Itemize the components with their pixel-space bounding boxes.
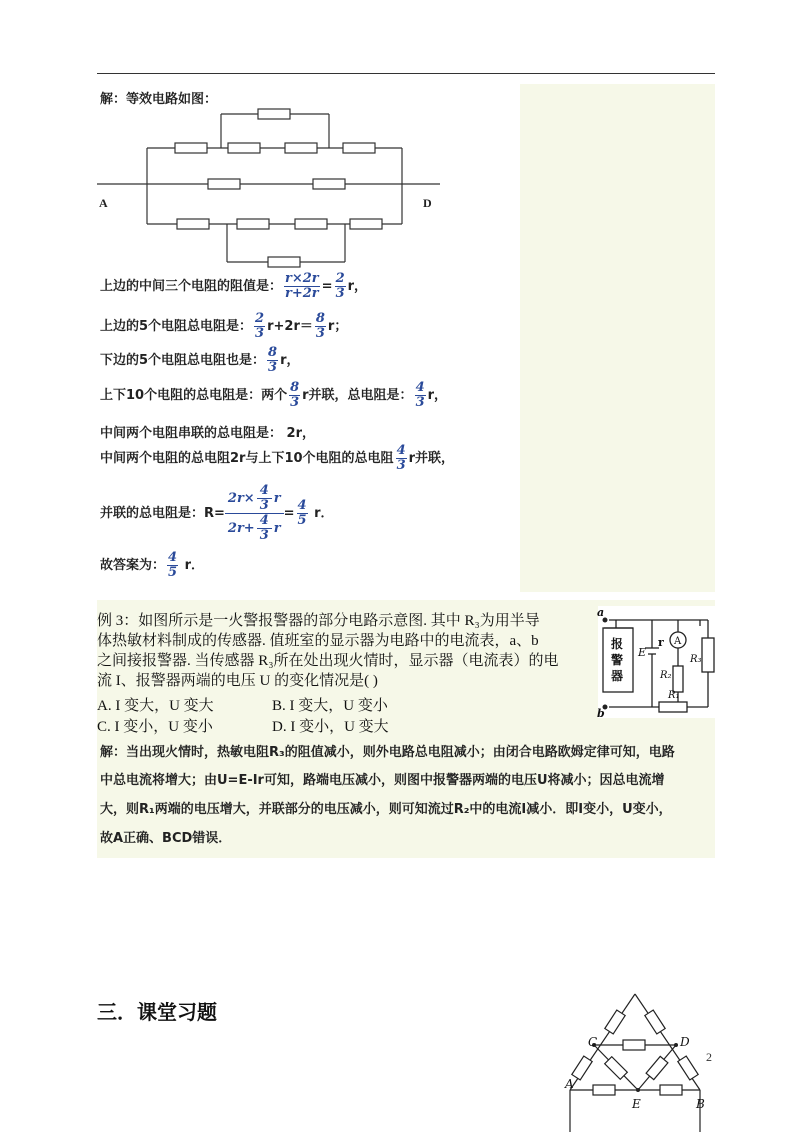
resistor <box>258 109 290 119</box>
option-d: D. I 变小，U 变大 <box>272 719 389 735</box>
fraction <box>315 312 326 341</box>
text: r <box>273 521 281 536</box>
fraction <box>415 381 426 410</box>
numerator <box>225 484 284 514</box>
text: r， <box>347 279 368 294</box>
text: 上边的中间三个电阻的阻值是： <box>100 279 283 294</box>
fraction <box>257 514 272 543</box>
text: r并联， <box>408 451 455 466</box>
resistor <box>605 1010 625 1034</box>
text: r； <box>327 319 348 334</box>
resistor <box>228 143 260 153</box>
label-R3: R₃ <box>690 654 702 665</box>
example3-line: 流 I、报警器两端的电压 U 的变化情况是( ) <box>97 673 378 689</box>
example3-line: 例 3：如图所示是一火警报警器的部分电路示意图. 其中 R₃为用半导 <box>97 613 540 629</box>
denominator: 3 <box>255 326 265 341</box>
alarm-label-3: 器 <box>611 669 624 683</box>
section-title: 三．课堂习题 <box>97 1000 217 1024</box>
denominator: 3 <box>259 498 269 513</box>
top-rule <box>97 73 715 74</box>
label-r: r <box>658 636 664 649</box>
denominator: 5 <box>168 565 178 580</box>
alarm-circuit-diagram <box>598 606 716 718</box>
label-D: D <box>680 1035 690 1049</box>
text: r并联，总电阻是： <box>302 388 413 403</box>
text: 中间两个电阻的总电阻2r与上下10个电阻的总电阻 <box>100 451 394 466</box>
text: 上下10个电阻的总电阻是：两个 <box>100 388 288 403</box>
numerator: 4 <box>415 380 425 395</box>
resistor <box>237 219 269 229</box>
denominator <box>225 514 284 543</box>
denominator: 3 <box>415 395 425 410</box>
solution-intro: 解：等效电路如图： <box>100 92 218 107</box>
solution3-line: 解：当出现火情时，热敏电阻R₃的阻值减小，则外电路总电阻减小；由闭合电路欧姆定律可知，电路 <box>100 745 675 760</box>
label-a: a <box>597 606 605 619</box>
text: = <box>321 279 333 294</box>
text: = <box>283 506 295 521</box>
solution-line-6 <box>100 444 454 473</box>
fraction <box>289 381 300 410</box>
fraction <box>335 272 346 301</box>
text: 下边的5个电阻总电阻也是： <box>100 353 266 368</box>
text: r， <box>280 353 300 368</box>
option-a: A. I 变大，U 变大 <box>97 698 214 714</box>
resistor <box>572 1056 592 1080</box>
resistor <box>645 1010 665 1034</box>
text: r． <box>309 506 334 521</box>
compound-fraction <box>225 484 284 543</box>
text: r <box>273 491 281 506</box>
numerator: 4 <box>396 443 406 458</box>
fraction <box>167 551 178 580</box>
solution3-line: 故A正确、BCD错误． <box>100 831 232 846</box>
numerator: 8 <box>290 380 300 395</box>
label-A: A <box>565 1077 574 1091</box>
numerator: r×2r <box>285 271 319 286</box>
numerator: 8 <box>315 311 325 326</box>
alarm-label-1: 报 <box>611 637 624 651</box>
denominator: 5 <box>297 513 307 528</box>
label-b: b <box>597 707 605 720</box>
numerator: 4 <box>257 514 272 529</box>
resistor <box>593 1085 615 1095</box>
numerator: 2 <box>335 271 345 286</box>
alarm-label-2: 警 <box>611 653 624 667</box>
denominator: 3 <box>290 395 300 410</box>
solution-line-7 <box>100 484 334 543</box>
denominator: 3 <box>396 458 406 473</box>
resistor <box>660 1085 682 1095</box>
numerator: 4 <box>168 550 178 565</box>
label-E: E <box>638 646 647 659</box>
resistor <box>343 143 375 153</box>
solution-line-3 <box>100 346 300 375</box>
page-number: 2 <box>706 1050 712 1064</box>
label-C: C <box>588 1035 598 1049</box>
circuit-label-D: D <box>423 196 432 210</box>
label-E: E <box>632 1097 641 1111</box>
fraction <box>284 272 320 301</box>
denominator: 3 <box>315 326 325 341</box>
solution3-line: 大，则R₁两端的电压增大，并联部分的电压减小，则可知流过R₂中的电流I减小．即I变小，U变小， <box>100 802 672 817</box>
text: r． <box>180 558 204 573</box>
text: 并联的总电阻是：R= <box>100 506 225 521</box>
text: 上边的5个电阻总电阻是： <box>100 319 253 334</box>
numerator: 4 <box>257 484 272 499</box>
denominator: 3 <box>259 528 269 543</box>
label-B: B <box>696 1097 705 1111</box>
numerator: 8 <box>268 345 278 360</box>
numerator: 4 <box>297 498 307 513</box>
resistor <box>295 219 327 229</box>
option-b: B. I 变大，U 变小 <box>272 698 388 714</box>
text: 2r× <box>227 491 255 506</box>
resistor <box>208 179 240 189</box>
fraction <box>297 499 308 528</box>
resistor <box>177 219 209 229</box>
resistor <box>646 1056 668 1079</box>
resistor <box>678 1056 698 1080</box>
denominator: 3 <box>335 286 345 301</box>
example3-line: 之间接报警器. 当传感器 R₃所在处出现火情时，显示器（电流表）的电 <box>97 653 559 669</box>
resistor <box>605 1057 628 1080</box>
resistor <box>313 179 345 189</box>
solution3-line: 中总电流将增大；由U=E-Ir可知，路端电压减小，则图中报警器两端的电压U将减小；因总电流增 <box>100 773 665 788</box>
example3-line: 体热敏材料制成的传感器. 值班室的显示器为电路中的电流表，a、b <box>97 633 539 649</box>
denominator: 3 <box>268 360 278 375</box>
equivalent-circuit-diagram <box>97 100 442 275</box>
solution-line-5: 中间两个电阻串联的总电阻是： 2r， <box>100 426 315 441</box>
resistor <box>268 257 300 267</box>
resistor <box>285 143 317 153</box>
text: 故答案为： <box>100 558 166 573</box>
solution-line-4 <box>100 381 447 410</box>
triangle-network-diagram <box>560 990 710 1132</box>
option-c: C. I 变小，U 变小 <box>97 719 213 735</box>
fraction <box>254 312 265 341</box>
solution-line-2 <box>100 312 347 341</box>
fraction <box>396 444 407 473</box>
label-R1: R₁ <box>668 690 680 701</box>
ammeter-label: A <box>674 636 682 647</box>
denominator: r+2r <box>285 286 319 301</box>
numerator: 2 <box>255 311 265 326</box>
text: r， <box>427 388 448 403</box>
text: 2r+ <box>227 521 255 536</box>
solution-line-8 <box>100 551 204 580</box>
fraction <box>267 346 278 375</box>
resistor <box>623 1040 645 1050</box>
fraction <box>257 484 272 513</box>
solution-panel-shade <box>520 84 715 592</box>
solution-line-1 <box>100 272 367 301</box>
text: r+2r＝ <box>267 319 313 334</box>
resistor <box>175 143 207 153</box>
label-R2: R₂ <box>660 670 672 681</box>
resistor <box>350 219 382 229</box>
circuit-label-A: A <box>99 196 108 210</box>
